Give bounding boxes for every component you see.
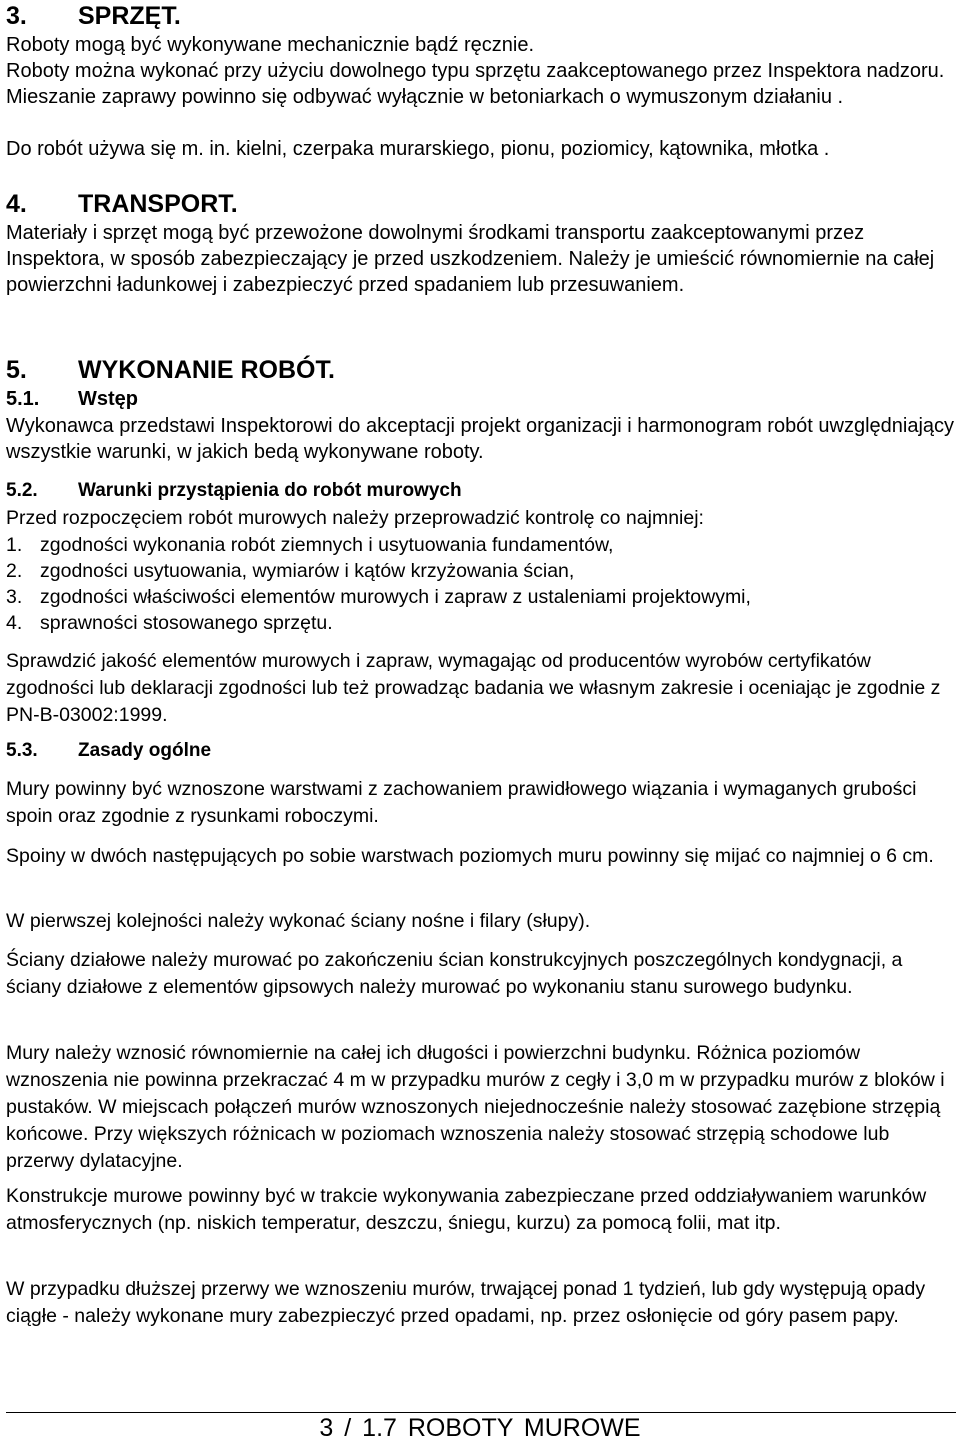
list-item [6, 584, 956, 611]
list-text: zgodności usytuowania, wymiarów i kątów krzyżowania ścian, [40, 560, 575, 582]
list-number: 1. [6, 534, 23, 556]
paragraph: Przed rozpoczęciem robót murowych należy przeprowadzić kontrolę co najmniej: [6, 507, 704, 529]
paragraph: Sprawdzić jakość elementów murowych i zapraw, wymagając od producentów wyrobów certyfikatów zgodności lub deklaracji zgodności lub też prowadząc badania we własnym zakresie i oceniając je zgodnie z PN-B-03002:1999. [6, 650, 941, 726]
section-number: 5. [6, 356, 27, 384]
section-title: TRANSPORT. [78, 190, 238, 218]
paragraph: Mury powinny być wznoszone warstwami z zachowaniem prawidłowego wiązania i wymaganych grubości spoin oraz zgodnie z rysunkami roboczymi. [6, 778, 917, 827]
section-number: 4. [6, 190, 27, 218]
list-item [6, 532, 956, 559]
section-4-heading [6, 190, 956, 218]
list-number: 2. [6, 560, 23, 582]
list-text: zgodności wykonania robót ziemnych i usytuowania fundamentów, [40, 534, 614, 556]
paragraph: Konstrukcje murowe powinny być w trakcie wykonywania zabezpieczane przed oddziaływaniem warunków atmosferycznych (np. niskich temperatur, deszczu, śniegu, kurzu) za pomocą folii, mat itp. [6, 1185, 927, 1234]
paragraph: Roboty można wykonać przy użyciu dowolnego typu sprzętu zaakceptowanego przez Inspektora nadzoru. Mieszanie zaprawy powinno się odbywać wyłącznie w betoniarkach o wymuszonym działaniu . [6, 60, 945, 108]
subsection-5-2-heading [6, 478, 956, 504]
subsection-title: Zasady ogólne [78, 740, 212, 761]
subsection-title: Warunki przystąpienia do robót murowych [78, 480, 462, 501]
subsection-number: 5.1. [6, 388, 40, 410]
list-text: zgodności właściwości elementów murowych i zapraw z ustaleniami projektowymi, [40, 586, 751, 608]
paragraph: Do robót używa się m. in. kielni, czerpaka murarskiego, pionu, poziomicy, kątownika, młotka . [6, 138, 830, 160]
subsection-title: Wstęp [78, 388, 138, 410]
subsection-5-3-heading [6, 738, 956, 764]
list-text: sprawności stosowanego sprzętu. [40, 612, 333, 634]
page-footer: 3 / 1.7 ROBOTY MUROWE [319, 1414, 641, 1442]
paragraph: W pierwszej kolejności należy wykonać ściany nośne i filary (słupy). [6, 910, 591, 932]
paragraph: Mury należy wznosić równomiernie na całej ich długości i powierzchni budynku. Różnica poziomów wznoszenia nie powinna przekraczać 4 m w przypadku murów z cegły i 3,0 m w przypadku murów z bloków i pustaków. W miejscach połączeń murów wznoszonych niejednocześnie należy stosować zazębione strzępią końcowe. Przy większych różnicach w poziomach wznoszenia należy stosować strzępią schodowe lub przerwy dylatacyjne. [6, 1042, 945, 1172]
section-5-heading [6, 356, 956, 384]
paragraph: Spoiny w dwóch następujących po sobie warstwach poziomych muru powinny się mijać co najmniej o 6 cm. [6, 845, 934, 867]
list-item [6, 610, 956, 637]
footer-divider [6, 1412, 956, 1413]
paragraph: Ściany działowe należy murować po zakończeniu ścian konstrukcyjnych poszczególnych kondygnacji, a ściany działowe z elementów gipsowych należy murować po wykonaniu stanu surowego budynku. [6, 949, 903, 998]
paragraph: Materiały i sprzęt mogą być przewożone dowolnymi środkami transportu zaakceptowanymi przez Inspektora, w sposób zabezpieczający je przed uszkodzeniem. Należy je umieścić równomiernie na całej powierzchni ładunkowej i zabezpieczyć przed spadaniem lub przesuwaniem. [6, 222, 935, 296]
paragraph: Roboty mogą być wykonywane mechanicznie bądź ręcznie. [6, 34, 535, 56]
section-title: WYKONANIE ROBÓT. [78, 356, 335, 384]
subsection-5-1-heading [6, 386, 956, 412]
section-number: 3. [6, 2, 27, 30]
list-number: 3. [6, 586, 23, 608]
list-number: 4. [6, 612, 23, 634]
paragraph: Wykonawca przedstawi Inspektorowi do akceptacji projekt organizacji i harmonogram robót uwzględniający wszystkie warunki, w jakich bedą wykonywane roboty. [6, 415, 955, 463]
subsection-number: 5.3. [6, 740, 38, 761]
subsection-number: 5.2. [6, 480, 38, 501]
section-title: SPRZĘT. [78, 2, 181, 30]
section-3-heading [6, 2, 956, 30]
list-item [6, 558, 956, 585]
paragraph: W przypadku dłuższej przerwy we wznoszeniu murów, trwającej ponad 1 tydzień, lub gdy występują opady ciągłe - należy wykonane mury zabezpieczyć przed opadami, np. przez osłonięcie od góry pasem papy. [6, 1278, 926, 1327]
